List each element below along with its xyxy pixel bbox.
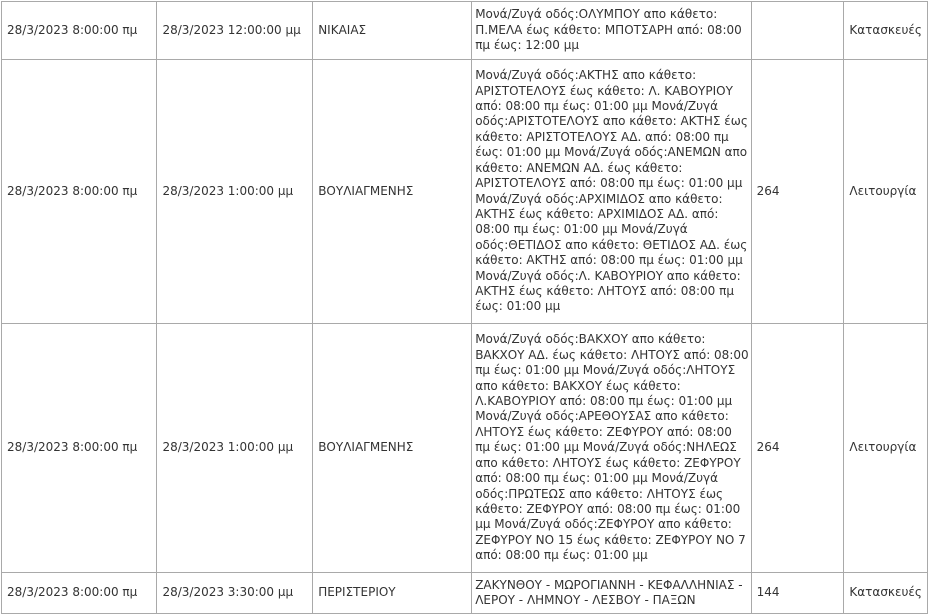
table-row bbox=[2, 2, 928, 60]
area-cell: ΒΟΥΛΙΑΓΜΕΝΗΣ bbox=[313, 60, 472, 324]
description-line: από: 08:00 πμ έως: 01:00 μμ Μονά/Ζυγά bbox=[475, 99, 719, 114]
description-line: Μονά/Ζυγά οδός:ΟΛΥΜΠΟΥ απο κάθετο: bbox=[475, 7, 718, 22]
description-cell bbox=[472, 2, 751, 60]
area-cell: ΠΕΡΙΣΤΕΡΙΟΥ bbox=[313, 573, 472, 614]
category-cell: Λειτουργία bbox=[844, 324, 928, 573]
end-time-cell: 28/3/2023 3:30:00 μμ bbox=[157, 573, 313, 614]
start-time-cell: 28/3/2023 8:00:00 πμ bbox=[2, 573, 157, 614]
count-cell bbox=[751, 2, 844, 60]
description-line: πμ έως: 01:00 μμ Μονά/Ζυγά οδός:ΛΗΤΟΥΣ bbox=[475, 363, 736, 378]
table-row bbox=[2, 324, 928, 573]
category-cell: Λειτουργία bbox=[844, 60, 928, 324]
start-time-cell: 28/3/2023 8:00:00 πμ bbox=[2, 324, 157, 573]
end-time-cell: 28/3/2023 1:00:00 μμ bbox=[157, 324, 313, 573]
closures-table-body bbox=[2, 2, 928, 614]
description-line: οδός:ΑΡΙΣΤΟΤΕΛΟΥΣ απο κάθετο: ΑΚΤΗΣ έως bbox=[475, 114, 748, 129]
description-line: κάθετο: ΖΕΦΥΡΟΥ από: 08:00 πμ έως: 01:00 bbox=[475, 501, 741, 516]
end-time-cell: 28/3/2023 1:00:00 μμ bbox=[157, 60, 313, 324]
description-line: ΖΕΦΥΡΟΥ ΝΟ 15 έως κάθετο: ΖΕΦΥΡΟΥ ΝΟ 7 bbox=[475, 532, 746, 547]
description-line: ΛΗΤΟΥΣ έως κάθετο: ΖΕΦΥΡΟΥ από: 08:00 bbox=[475, 424, 732, 439]
description-line: από: 08:00 πμ έως: 01:00 μμ bbox=[475, 548, 648, 563]
description-line: ΛΕΡΟΥ - ΛΗΜΝΟΥ - ΛΕΣΒΟΥ - ΠΑΞΩΝ bbox=[475, 593, 696, 607]
description-line: Μονά/Ζυγά οδός:ΑΡΕΘΟΥΣΑΣ απο κάθετο: bbox=[475, 409, 729, 424]
description-line: από: 08:00 πμ έως: 01:00 μμ Μονά/Ζυγά bbox=[475, 471, 719, 486]
description-line: έως: 01:00 μμ bbox=[475, 299, 561, 314]
area-cell: ΒΟΥΛΙΑΓΜΕΝΗΣ bbox=[313, 324, 472, 573]
count-cell: 264 bbox=[751, 324, 844, 573]
description-line: Π.ΜΕΛΑ έως κάθετο: ΜΠΟΤΣΑΡΗ από: 08:00 bbox=[475, 22, 742, 37]
description-line: ΖΑΚΥΝΘΟΥ - ΜΩΡΟΓΙΑΝΝΗ - ΚΕΦΑΛΛΗΝΙΑΣ - bbox=[475, 577, 743, 592]
description-line: Μονά/Ζυγά οδός:Λ. ΚΑΒΟΥΡΙΟΥ απο κάθετο: bbox=[475, 268, 741, 283]
description-cell bbox=[472, 60, 751, 324]
description-line: 08:00 πμ έως: 01:00 μμ Μονά/Ζυγά bbox=[475, 222, 688, 237]
start-time-cell: 28/3/2023 8:00:00 πμ bbox=[2, 60, 157, 324]
description-line: ΑΚΤΗΣ έως κάθετο: ΑΡΧΙΜΙΔΟΣ ΑΔ. από: bbox=[475, 206, 719, 221]
end-time-cell: 28/3/2023 12:00:00 μμ bbox=[157, 2, 313, 60]
closures-table bbox=[1, 1, 928, 614]
description-cell bbox=[472, 324, 751, 573]
start-time-cell: 28/3/2023 8:00:00 πμ bbox=[2, 2, 157, 60]
description-line: Λ.ΚΑΒΟΥΡΙΟΥ από: 08:00 πμ έως: 01:00 μμ bbox=[475, 394, 733, 409]
description-line: ΒΑΚΧΟΥ ΑΔ. έως κάθετο: ΛΗΤΟΥΣ από: 08:00 bbox=[475, 347, 749, 362]
category-cell: Κατασκευές bbox=[844, 2, 928, 60]
description-line: Μονά/Ζυγά οδός:ΒΑΚΧΟΥ απο κάθετο: bbox=[475, 332, 706, 347]
description-line: πμ έως: 12:00 μμ bbox=[475, 38, 579, 53]
description-line: ΑΚΤΗΣ έως κάθετο: ΛΗΤΟΥΣ από: 08:00 πμ bbox=[475, 283, 734, 298]
description-line: απο κάθετο: ΒΑΚΧΟΥ έως κάθετο: bbox=[475, 378, 681, 393]
description-line: μμ Μονά/Ζυγά οδός:ΖΕΦΥΡΟΥ απο κάθετο: bbox=[475, 517, 732, 532]
description-line: Μονά/Ζυγά οδός:ΑΡΧΙΜΙΔΟΣ απο κάθετο: bbox=[475, 191, 723, 206]
description-line: κάθετο: ΑΚΤΗΣ από: 08:00 πμ έως: 01:00 μμ bbox=[475, 253, 743, 268]
description-cell bbox=[472, 573, 751, 614]
category-cell: Κατασκευές bbox=[844, 573, 928, 614]
count-cell: 144 bbox=[751, 573, 844, 614]
description-line: ΑΡΙΣΤΟΤΕΛΟΥΣ από: 08:00 πμ έως: 01:00 μμ bbox=[475, 176, 743, 191]
area-cell: ΝΙΚΑΙΑΣ bbox=[313, 2, 472, 60]
description-line: κάθετο: ΑΝΕΜΩΝ ΑΔ. έως κάθετο: bbox=[475, 160, 683, 175]
description-line: Μονά/Ζυγά οδός:ΑΚΤΗΣ απο κάθετο: bbox=[475, 68, 697, 83]
description-line: απο κάθετο: ΛΗΤΟΥΣ έως κάθετο: ΖΕΦΥΡΟΥ bbox=[475, 455, 741, 470]
description-line: πμ έως: 01:00 μμ Μονά/Ζυγά οδός:ΝΗΛΕΩΣ bbox=[475, 440, 737, 455]
count-cell: 264 bbox=[751, 60, 844, 324]
description-line: ΑΡΙΣΤΟΤΕΛΟΥΣ έως κάθετο: Λ. ΚΑΒΟΥΡΙΟΥ bbox=[475, 83, 733, 98]
description-line: κάθετο: ΑΡΙΣΤΟΤΕΛΟΥΣ ΑΔ. από: 08:00 πμ bbox=[475, 129, 729, 144]
description-line: έως: 01:00 μμ Μονά/Ζυγά οδός:ΑΝΕΜΩΝ απο bbox=[475, 145, 748, 160]
description-line: οδός:ΘΕΤΙΔΟΣ απο κάθετο: ΘΕΤΙΔΟΣ ΑΔ. έως bbox=[475, 237, 748, 252]
table-row bbox=[2, 60, 928, 324]
table-row bbox=[2, 573, 928, 614]
description-line: οδός:ΠΡΩΤΕΩΣ απο κάθετο: ΛΗΤΟΥΣ έως bbox=[475, 486, 724, 501]
